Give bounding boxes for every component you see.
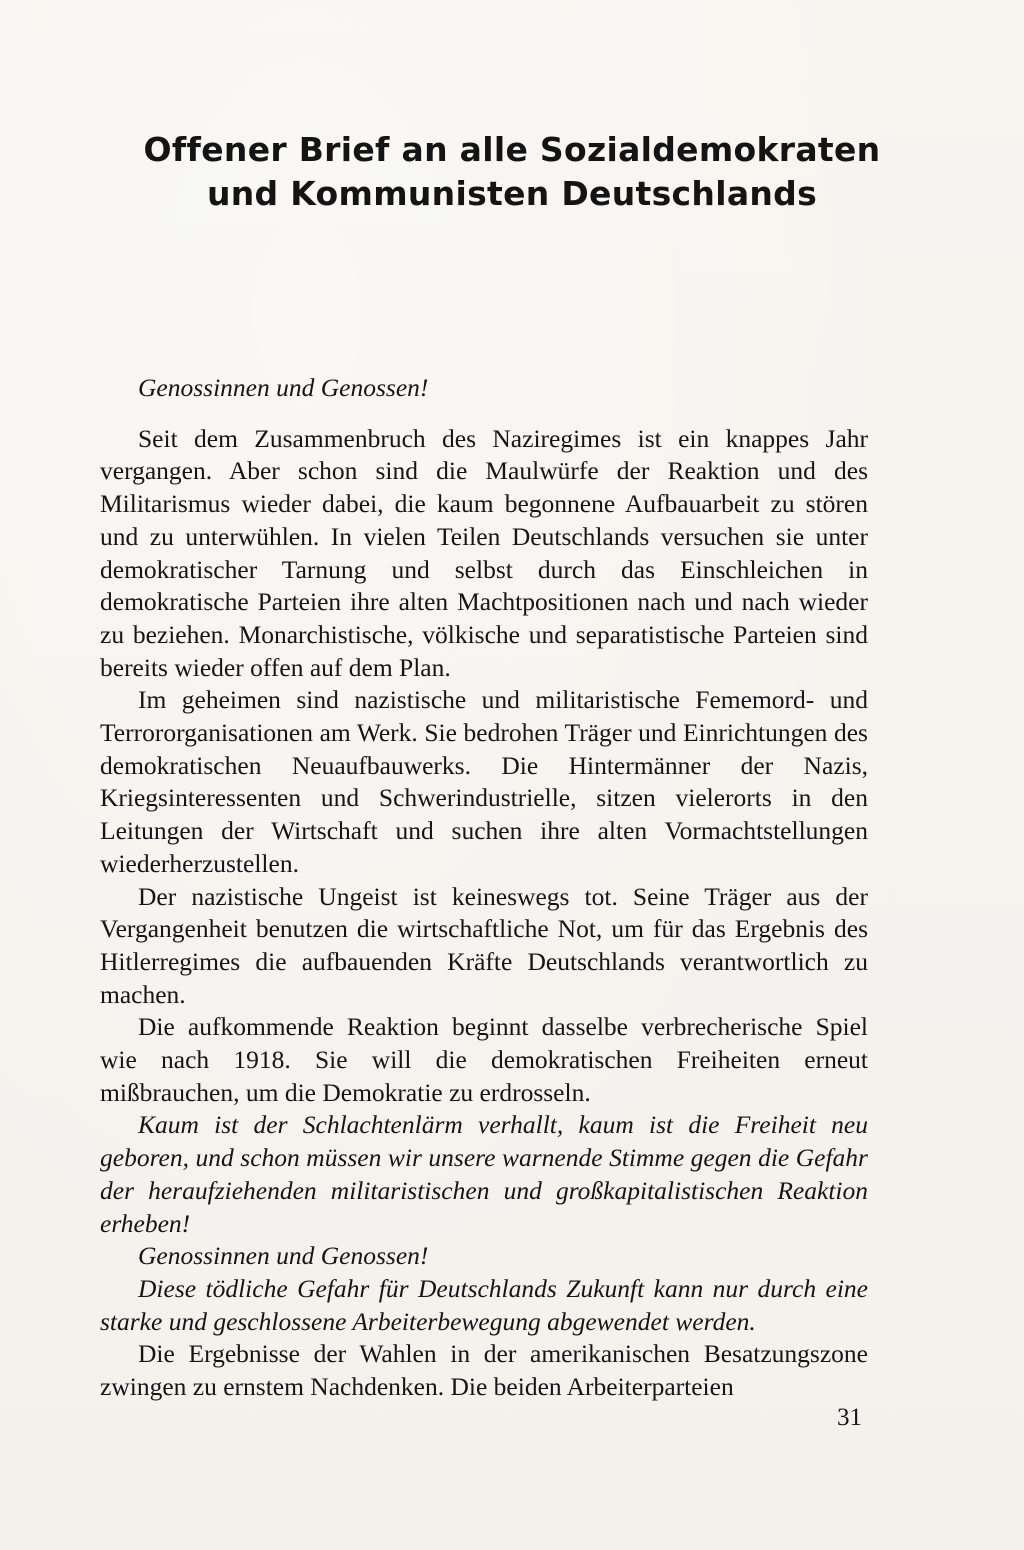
paragraph-2: Im geheimen sind nazistische und militaristische Fememord- und Terrororganisationen am Werk. Sie bedrohen Träger und Einrichtungen des demokratischen Neuaufbauwerks. Die Hintermänner der Nazis, Kriegsinteressenten und Schwerindustrielle, sitzen vielerorts in den Leitungen der Wirtschaft und suchen ihre alten Vormachtstellungen wiederherzustellen. — [100, 685, 868, 878]
title-line-1: Offener Brief an alle Sozialdemokraten — [143, 130, 881, 169]
salutation-repeat: Genossinnen und Genossen! — [138, 1241, 429, 1271]
page-title — [100, 128, 924, 216]
page-number: 31 — [837, 1404, 862, 1431]
paragraph-7-italic: Diese tödliche Gefahr für Deutschlands Zukunft kann nur durch eine starke und geschlossene Arbeiterbewegung abgewendet werden. — [100, 1273, 868, 1336]
paragraph-4: Die aufkommende Reaktion beginnt dasselbe verbrecherische Spiel wie nach 1918. Sie will die demokratischen Freiheiten erneut mißbrauchen, um die Demokratie zu erdrosseln. — [100, 1012, 868, 1107]
title-line-2: und Kommunisten Deutschlands — [206, 174, 818, 213]
paragraph-8: Die Ergebnisse der Wahlen in der amerikanischen Besatzungszone zwingen zu ernstem Nachdenken. Die beiden Arbeiterparteien — [100, 1339, 868, 1402]
salutation: Genossinnen und Genossen! — [138, 373, 429, 402]
paragraph-3: Der nazistische Ungeist ist keineswegs tot. Seine Träger aus der Vergangenheit benutzen die wirtschaftliche Not, um für das Ergebnis des Hitlerregimes die aufbauenden Kräfte Deutschlands verantwortlich zu machen. — [100, 881, 868, 1009]
paragraph-1: Seit dem Zusammenbruch des Naziregimes ist ein knappes Jahr vergangen. Aber schon sind die Maulwürfe der Reaktion und des Militarismus wieder dabei, die kaum begonnene Aufbauarbeit zu stören und zu unterwühlen. In vielen Teilen Deutschlands versuchen sie unter demokratischer Tarnung und selbst durch das Einschleichen in demokratische Parteien ihre alten Machtpositionen nach und nach wieder zu beziehen. Monarchistische, völkische und separatistische Parteien sind bereits wieder offen auf dem Plan. — [100, 423, 868, 682]
paragraph-5-italic: Kaum ist der Schlachtenlärm verhallt, kaum ist die Freiheit neu geboren, und schon müssen wir unsere warnende Stimme gegen die Gefahr der heraufziehenden militaristischen und großkapitalistischen Reaktion erheben! — [100, 1110, 868, 1238]
letter-body — [100, 372, 868, 1404]
